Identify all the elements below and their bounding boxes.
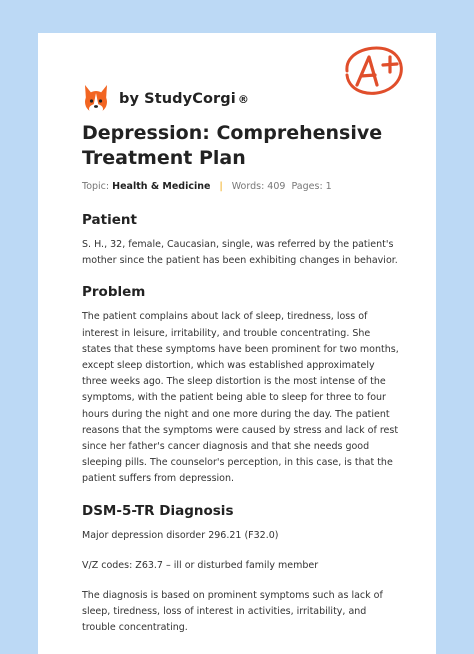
meta-separator: | [219,181,223,192]
section-heading-diagnosis: DSM-5-TR Diagnosis [82,502,234,519]
problem-paragraph: The patient complains about lack of sleep, tiredness, loss of interest in leisure, irritability, and trouble concentrating. She states that these symptoms have been prominent for two months, except sleep distortion, which was established approximately three weeks ago. The sleep distortion is the most intense of the symptoms, with the patient being able to sleep for three to four hours during the night and one more during the day. The patient reasons that the symptoms were caused by stress and lack of rest since her father's cancer diagnosis and that she needs good sleeping pills. The counselor's perception, in this case, is that the patient suffers from depression. [82,311,399,485]
registered-mark: ® [237,92,249,106]
page-count: Pages: 1 [291,181,332,192]
page-title: Depression: Comprehensive Treatment Plan [82,122,383,169]
diagnosis-paragraph: The diagnosis is based on prominent symptoms such as lack of sleep, tiredness, loss of interest in activities, irritability, and trouble concentrating. [82,590,383,634]
diagnosis-line-1: Major depression disorder 296.21 (F32.0) [82,529,279,541]
topic-link[interactable]: Health & Medicine [112,181,211,192]
document-page [38,33,436,654]
brand-logo[interactable] [82,83,249,115]
grade-a-plus-icon [339,41,411,99]
section-heading-patient: Patient [82,212,137,228]
diagnosis-line-2: V/Z codes: Z63.7 – ill or disturbed family member [82,559,319,571]
section-heading-problem: Problem [82,284,146,301]
essay-body [82,211,400,651]
corgi-logo-icon [82,83,110,115]
document-meta [82,181,332,192]
word-count: Words: 409 [231,181,286,192]
patient-paragraph: S. H., 32, female, Caucasian, single, was referred by the patient's mother since the patient has been exhibiting changes in behavior. [82,239,398,267]
brand-name: by StudyCorgi [119,91,236,107]
topic-label: Topic: [82,181,110,192]
